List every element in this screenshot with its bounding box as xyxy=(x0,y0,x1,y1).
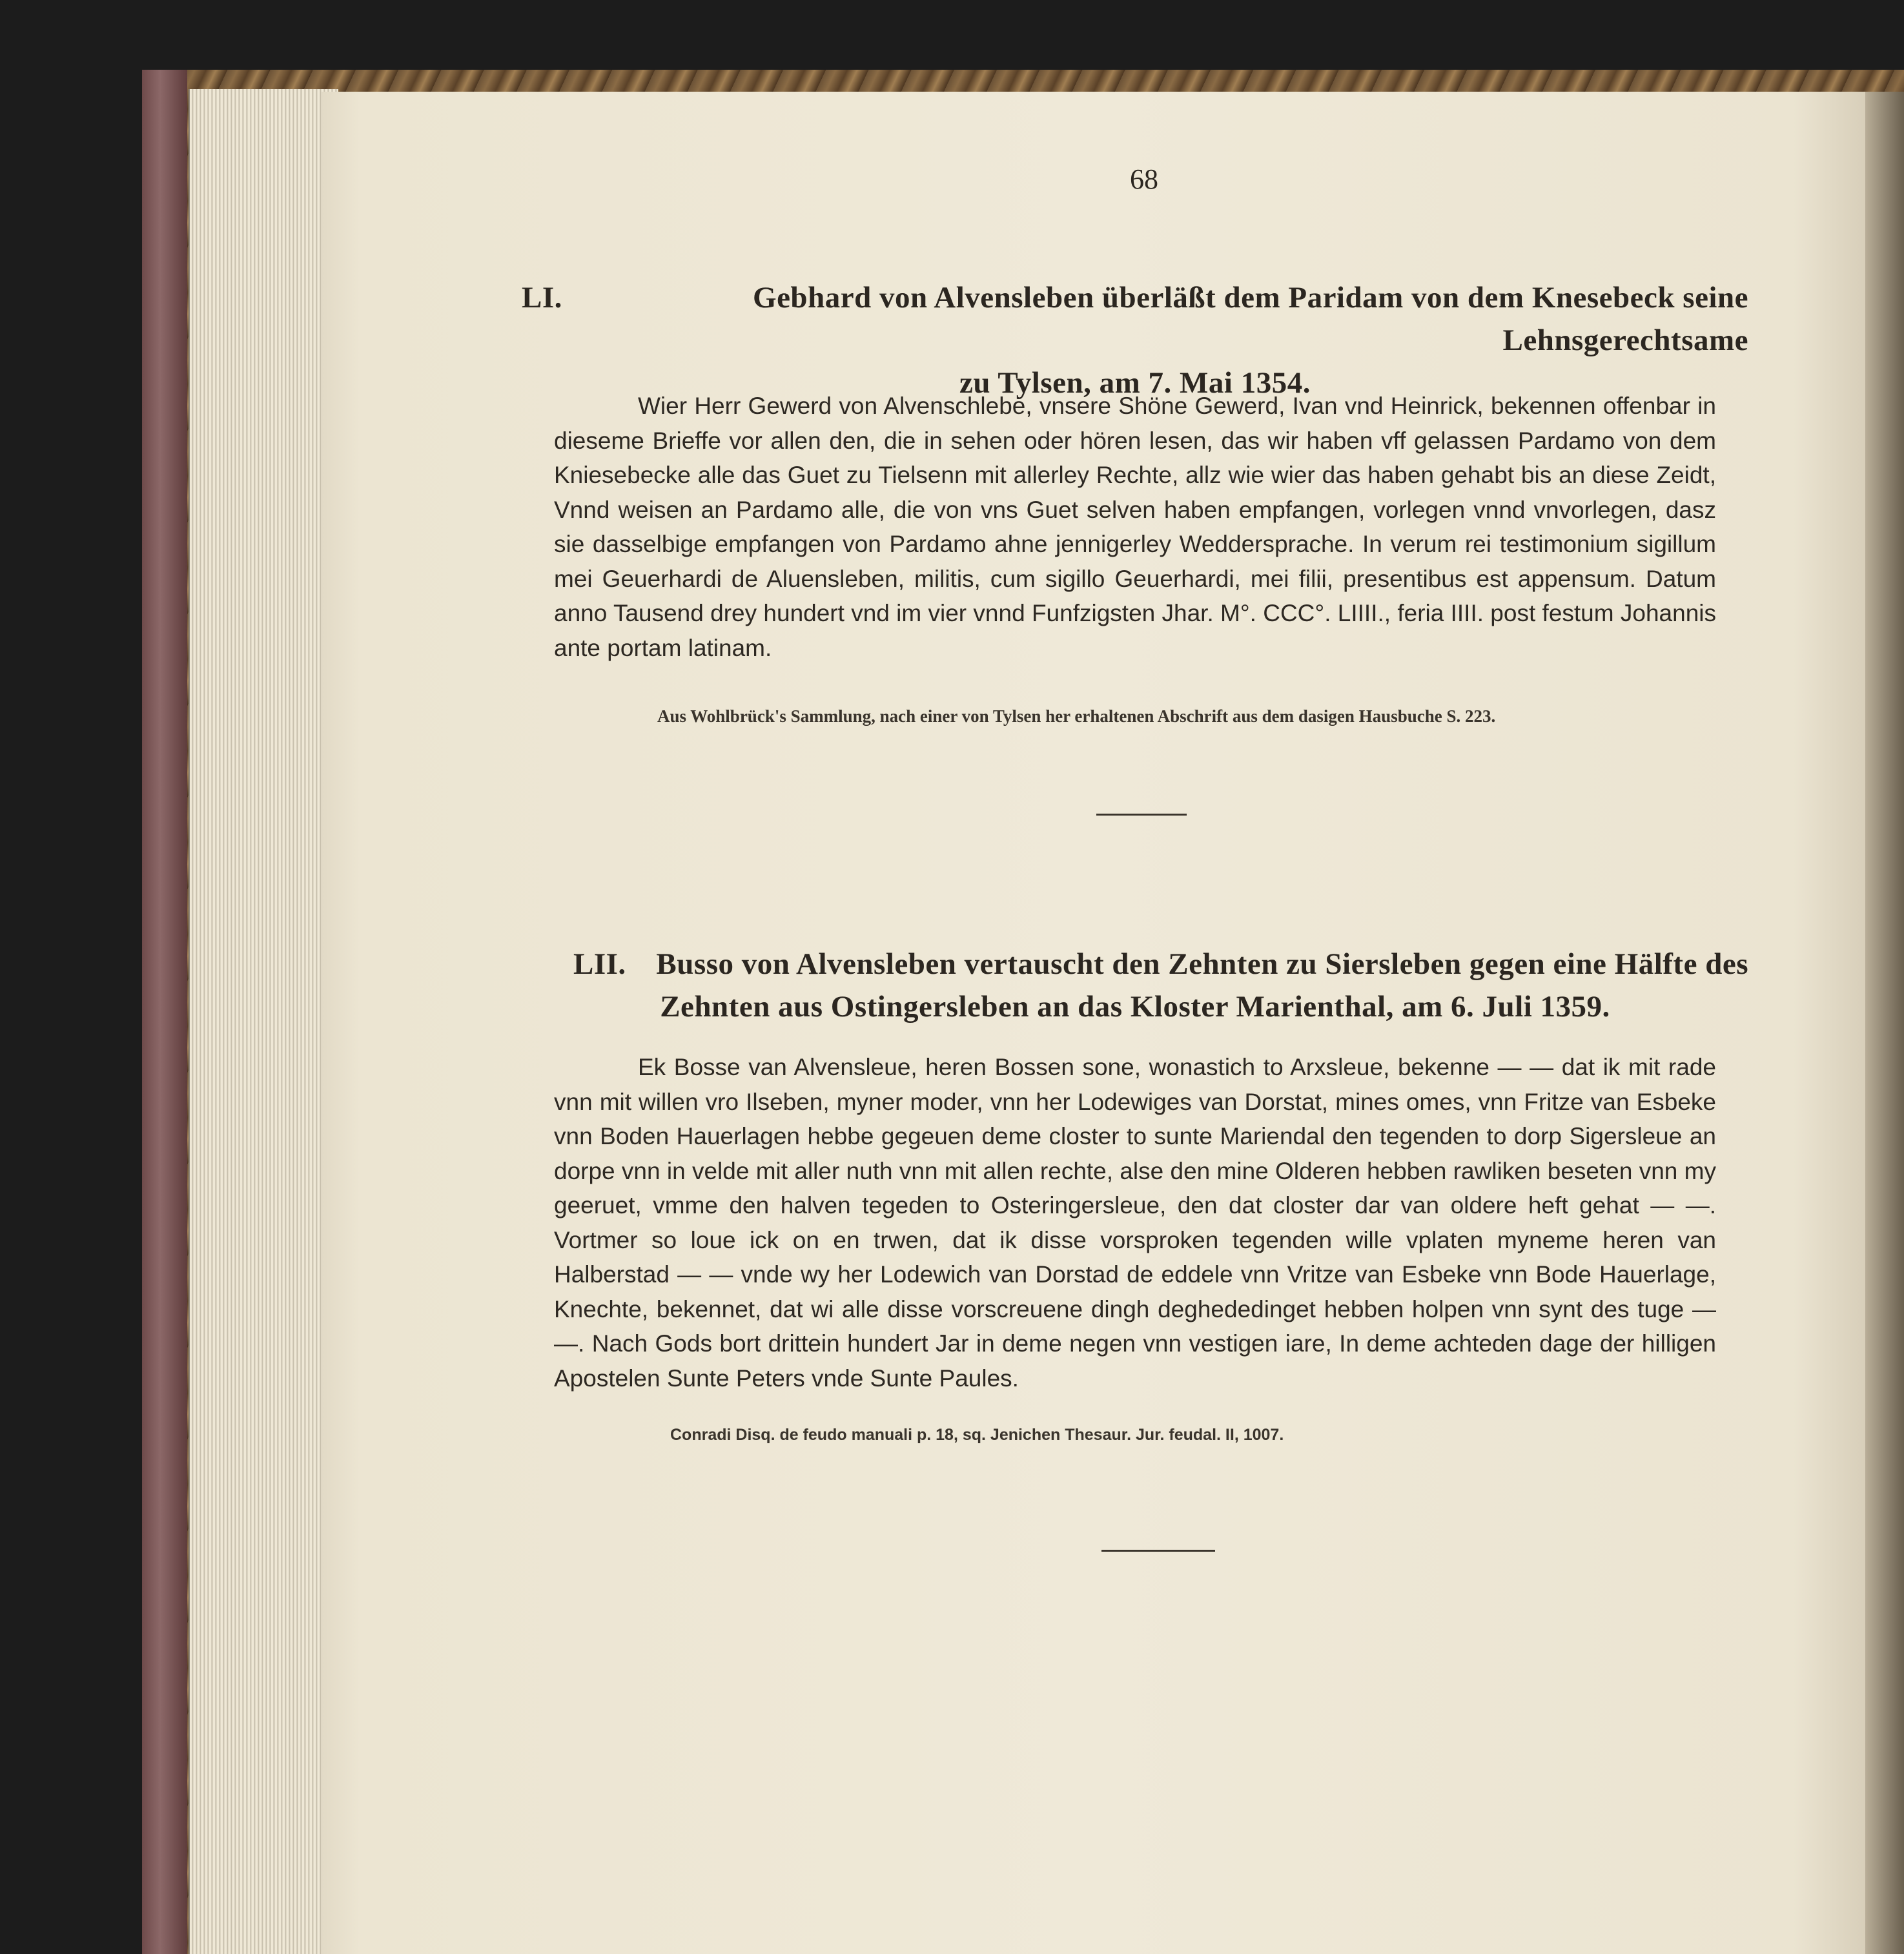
page-number: 68 xyxy=(1130,163,1158,195)
section-52-title-line1: Busso von Alvensleben vertauscht den Zehnten zu Siersleben gegen eine Hälfte des xyxy=(656,947,1748,981)
section-divider xyxy=(1096,814,1187,816)
end-divider xyxy=(1101,1550,1215,1552)
section-52-paragraph: Ek Bosse van Alvensleue, heren Bossen sone, wonastich to Arxsleue, bekenne — — dat ik mit rade vnn mit willen vro Ilseben, myner moder, vnn her Lodewiges van Dorstat, mines omes, vnn Fritze van Esbeke vnn Boden Hauerlagen hebbe gegeuen deme closter to sunte Mariendal den tegenden to dorp Sigersleue an dorpe vnn in velde mit aller nuth vnn mit allen rechte, alse den mine Olderen hebben rawliken beseten vnn my geeruet, vmme den halven tegeden to Osteringersleue, den dat closter dar van oldere heft gehat — —. Vortmer so loue ick on en trwen, dat ik disse vorsproken tegenden wille vplaten myneme heren van Halberstad — — vnde wy her Lodewich van Dorstad de eddele vnn Vritze van Esbeke vnn Bode Hauerlage, Knechte, bekennet, dat wi alle disse vorscreuene dingh deghededinget hebben holpen vnn synt des tuge — —. Nach Gods bort drittein hundert Jar in deme negen vnn vestigen iare, In deme achteden dage der hilligen Apostelen Sunte Peters vnde Sunte Paules. xyxy=(554,1054,1716,1392)
section-51-title-line2: zu Tylsen, am 7. Mai 1354. xyxy=(959,366,1311,400)
section-51-heading xyxy=(522,276,1748,404)
book-spine-cloth xyxy=(142,70,187,1954)
section-51-number: LI. xyxy=(522,281,562,314)
book-page xyxy=(322,92,1871,1954)
section-52-body xyxy=(554,1050,1716,1395)
section-52-title-line2: Zehnten aus Ostingersleben an das Kloster Marienthal, am 6. Juli 1359. xyxy=(660,990,1610,1023)
section-52-source: Conradi Disq. de feudo manuali p. 18, sq. Jenichen Thesaur. Jur. feudal. II, 1007. xyxy=(670,1426,1284,1444)
section-51-body xyxy=(554,389,1716,665)
section-51-title-line1: Gebhard von Alvensleben überläßt dem Paridam von dem Knesebeck seine Lehnsgerechtsame xyxy=(753,281,1748,357)
page-gutter-shadow xyxy=(1865,92,1904,1954)
page-edges xyxy=(189,89,338,1954)
section-51-source: Aus Wohlbrück's Sammlung, nach einer von Tylsen her erhaltenen Abschrift aus dem dasigen Hausbuche S. 223. xyxy=(657,706,1496,726)
section-52-heading xyxy=(522,943,1748,1028)
section-52-number: LII. xyxy=(573,947,626,981)
section-51-paragraph: Wier Herr Gewerd von Alvenschlebe, vnsere Shöne Gewerd, Ivan vnd Heinrick, bekennen offenbar in dieseme Brieffe vor allen den, die in sehen oder hören lesen, das wir haben vff gelassen Pardamo von dem Kniesebecke alle das Guet zu Tielsenn mit allerley Rechte, allz wie wier das haben gehabt bis an diese Zeidt, Vnnd weisen an Pardamo alle, die von vns Guet selven haben empfangen, vorlegen vnnd vnvorlegen, dasz sie dasselbige empfangen von Pardamo ahne jennigerley Weddersprache. In verum rei testimonium sigillum mei Geuerhardi de Aluensleben, militis, cum sigillo Geuerhardi, mei filii, presentibus est appensum. Datum anno Tausend drey hundert vnd im vier vnnd Funfzigsten Jhar. M°. CCC°. LIIII., feria IIII. post festum Johannis ante portam latinam. xyxy=(554,393,1716,661)
